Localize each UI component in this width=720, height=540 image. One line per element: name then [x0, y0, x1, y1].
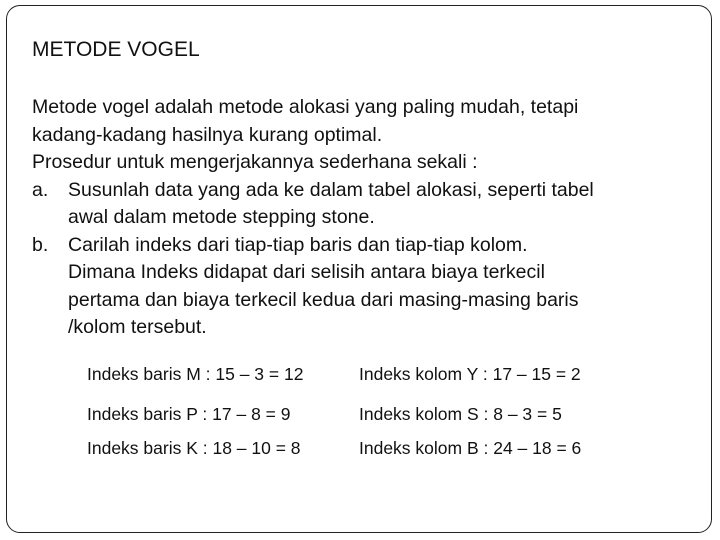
- step-line: pertama dan biaya terkecil kedua dari masing-masing baris: [68, 288, 579, 311]
- column-index: Indeks kolom S : 8 – 3 = 5: [359, 404, 562, 424]
- step-marker: a.: [32, 178, 49, 201]
- step-line: /kolom tersebut.: [68, 316, 207, 338]
- row-index: Indeks baris K : 18 – 10 = 8: [87, 438, 301, 458]
- column-index: Indeks kolom B : 24 – 18 = 6: [359, 438, 582, 458]
- step-line: Dimana Indeks didapat dari selisih antara biaya terkecil: [68, 261, 545, 283]
- slide-title: METODE VOGEL: [32, 38, 200, 61]
- row-index: Indeks baris M : 15 – 3 = 12: [87, 364, 304, 384]
- slide: [6, 5, 712, 533]
- step-line: Carilah indeks dari tiap-tiap baris dan tiap-tiap kolom.: [68, 233, 528, 256]
- step-a: [32, 177, 707, 232]
- intro-line: kadang-kadang hasilnya kurang optimal.: [32, 123, 383, 146]
- column-index: Indeks kolom Y : 17 – 15 = 2: [359, 364, 581, 384]
- intro-line: Metode vogel adalah metode alokasi yang paling mudah, tetapi: [32, 96, 579, 118]
- row-index: Indeks baris P : 17 – 8 = 9: [87, 404, 291, 424]
- step-text: [68, 177, 707, 232]
- step-line: awal dalam metode stepping stone.: [68, 206, 375, 228]
- step-b: [32, 232, 707, 342]
- slide-body: [32, 94, 707, 342]
- step-text: [68, 232, 707, 342]
- step-marker: b.: [32, 233, 49, 256]
- procedure-line: Prosedur untuk mengerjakannya sederhana sekali :: [32, 151, 478, 173]
- step-line: Susunlah data yang ada ke dalam tabel alokasi, seperti tabel: [68, 178, 594, 201]
